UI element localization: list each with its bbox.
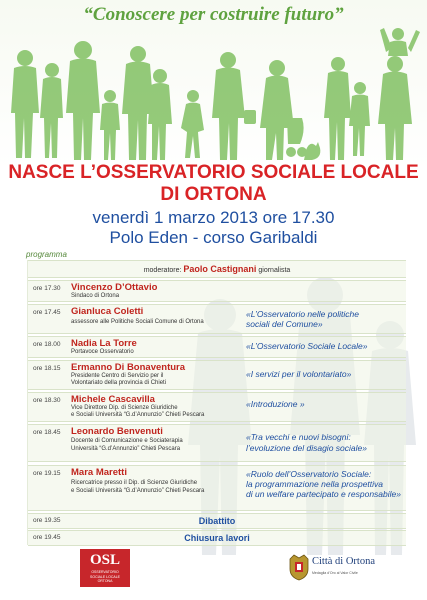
speaker-name: Michele Cascavilla [71, 394, 155, 405]
program-row [28, 424, 406, 462]
program-row [28, 465, 406, 511]
speaker-name: Ermanno Di Bonaventura [71, 362, 186, 373]
talk-topic: «I servizi per il volontariato» [246, 369, 352, 379]
osl-full-name: OSSERVATORIO SOCIALE LOCALE ORTONA [90, 570, 120, 583]
talk-topic: l’evoluzione del disagio sociale» [246, 443, 367, 453]
speaker-role: e Sociali Università “G.d’Annunzio” Chieti Pescara [71, 488, 205, 494]
speaker-role: Sindaco di Ortona [71, 293, 120, 299]
speaker-name: Vincenzo D’Ottavio [71, 282, 158, 293]
title-line-1: NASCE L’OSSERVATORIO SOCIALE LOCALE [8, 162, 419, 183]
speaker-role: Ricercatrice presso il Dip. di Scienze Giuridiche [71, 480, 198, 486]
moderator-row [28, 260, 406, 278]
closing-item: Dibattito [198, 516, 236, 526]
osl-abbr: OSL [89, 552, 120, 568]
talk-topic: «Tra vecchi e nuovi bisogni: [246, 432, 351, 442]
program-time: ore 18.45 [33, 429, 61, 436]
program-row [28, 513, 406, 529]
program-time: ore 18.15 [33, 365, 61, 372]
moderator-label: moderatore: [143, 267, 182, 274]
title-line-2: DI ORTONA [160, 184, 267, 205]
osl-logo [80, 549, 130, 587]
speaker-name: Nadia La Torre [71, 338, 137, 349]
program-row [28, 360, 406, 390]
speaker-name: Mara Maretti [71, 467, 127, 478]
program-time: ore 18.30 [33, 397, 61, 404]
program-time: ore 17.30 [33, 285, 61, 292]
talk-topic: sociali del Comune» [246, 319, 323, 329]
speaker-role: e Sociali Università “G.d’Annunzio” Chieti Pescara [71, 412, 205, 418]
speaker-role: Università “G.d’Annunzio” Chieti Pescara [71, 446, 181, 452]
program-table [27, 260, 406, 545]
program-time: ore 17.45 [33, 309, 61, 316]
moderator-role: giornalista [258, 267, 291, 274]
speaker-role: Presidente Centro di Servizio per il [71, 373, 164, 379]
program-time: ore 19.35 [33, 517, 61, 524]
city-subtitle: Medaglia d’Oro al Valor Civile [312, 571, 358, 575]
city-name: Città di Ortona [312, 556, 375, 567]
program-row [28, 280, 406, 302]
talk-topic: «L’Osservatorio Sociale Locale» [246, 341, 368, 351]
program-row [28, 530, 406, 546]
speaker-name: Leonardo Benvenuti [71, 426, 163, 437]
program-row [28, 304, 406, 334]
event-venue: Polo Eden - corso Garibaldi [109, 228, 318, 247]
program-time: ore 19.45 [33, 534, 61, 541]
talk-topic: la programmazione nella prospettiva [246, 479, 384, 489]
talk-topic: «Ruolo dell’Osservatorio Sociale: [246, 469, 372, 479]
talk-topic: «L’Osservatorio nelle politiche [246, 309, 359, 319]
speaker-role: Portavoce Osservatorio [71, 349, 134, 355]
speaker-name: Gianluca Coletti [71, 306, 144, 317]
program-row [28, 392, 406, 422]
talk-topic: «Introduzione » [246, 399, 305, 409]
speaker-role: Volontariato della provincia di Chieti [71, 380, 167, 386]
talk-topic: di un welfare partecipato e responsabile» [246, 489, 401, 499]
closing-item: Chiusura lavori [184, 533, 250, 543]
moderator-name: Paolo Castignani [183, 264, 257, 274]
program-label: programma [26, 250, 67, 259]
program-time: ore 18.00 [33, 341, 61, 348]
speaker-role: assessore alle Politiche Sociali Comune di Ortona [71, 319, 204, 325]
city-crest-icon [288, 553, 310, 581]
event-date: venerdì 1 marzo 2013 ore 17.30 [92, 208, 335, 227]
speaker-role: Vice Direttore Dip. di Scienze Giuridiche [71, 405, 178, 411]
program-time: ore 19.15 [33, 470, 61, 477]
family-silhouettes-illustration [0, 18, 427, 166]
program-row [28, 336, 406, 358]
slogan: “Conoscere per costruire futuro” [83, 4, 344, 25]
speaker-role: Docente di Comunicazione e Sociaterapia [71, 438, 183, 444]
